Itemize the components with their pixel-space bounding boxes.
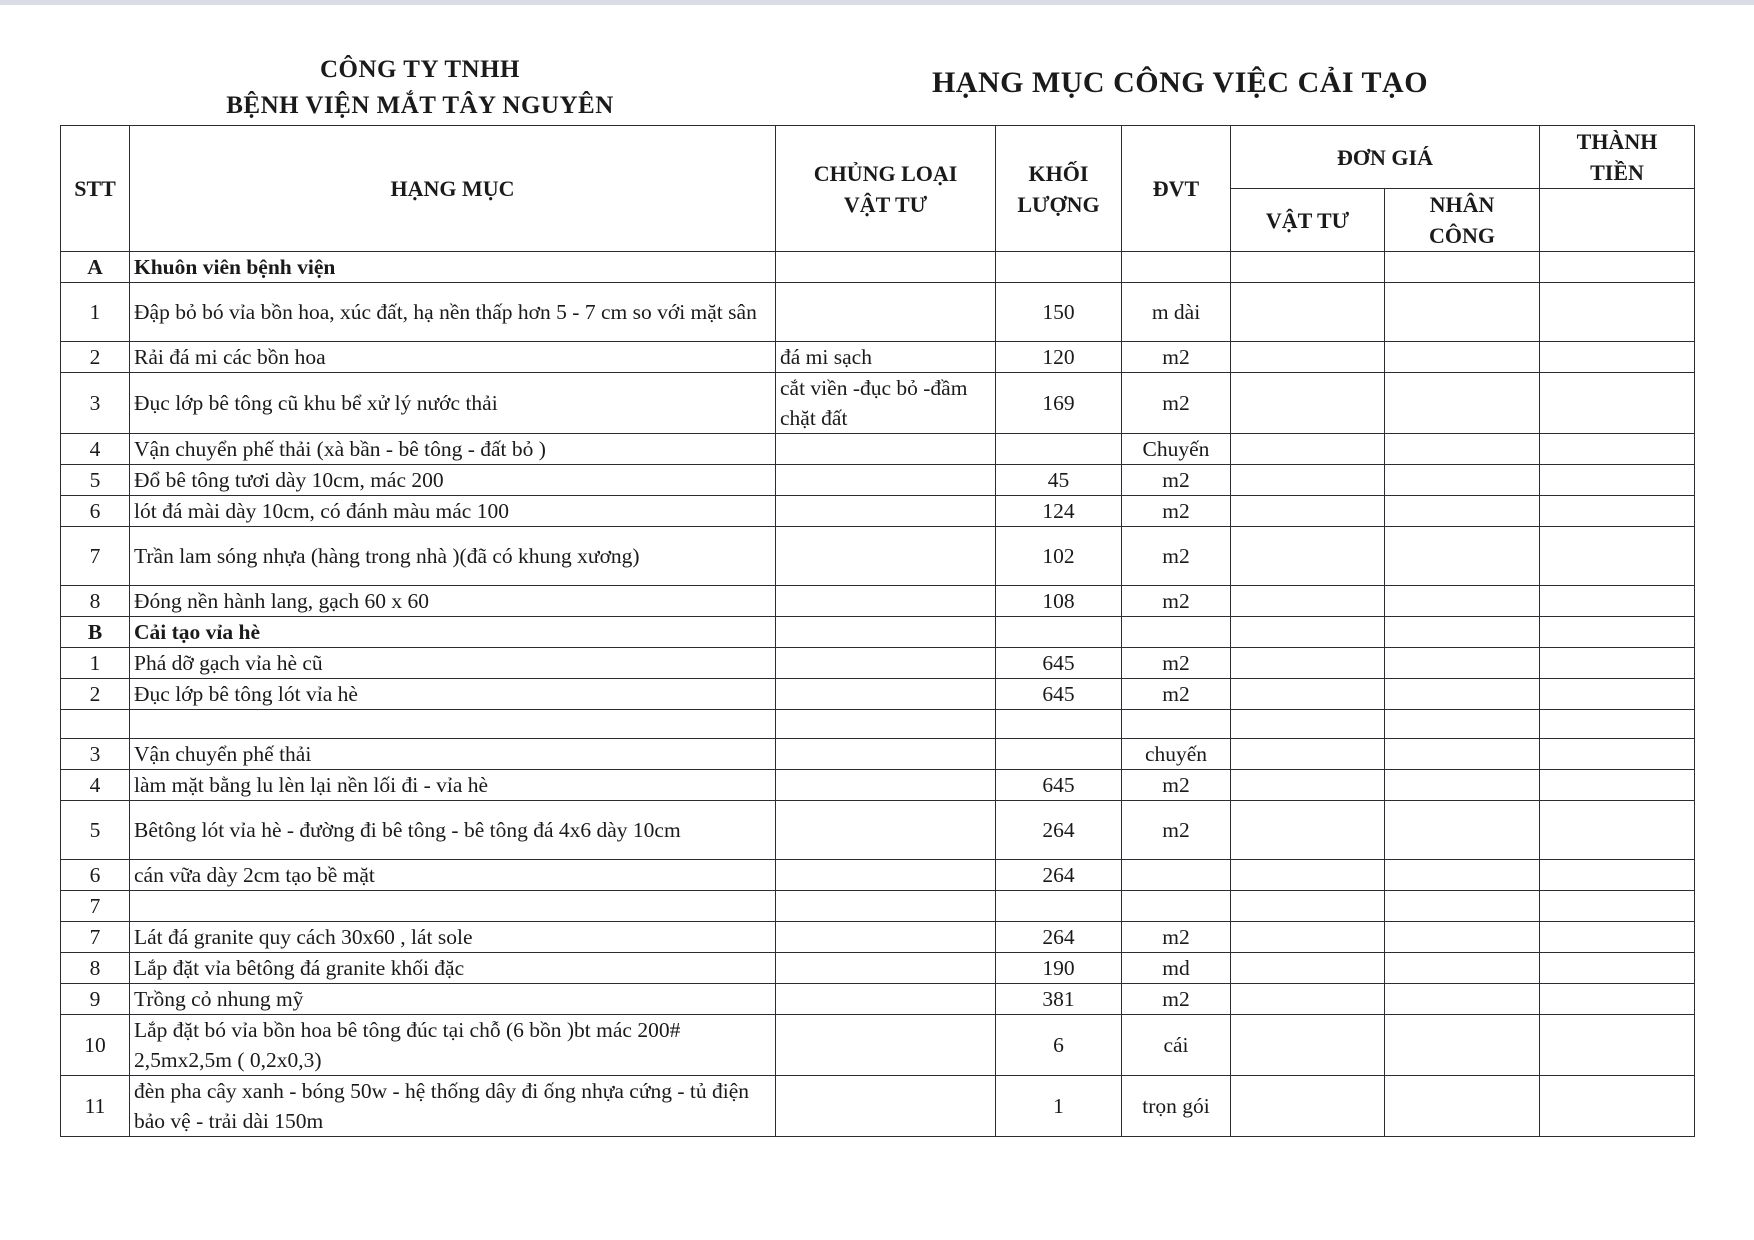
cell-item: Đập bỏ bó vỉa bồn hoa, xúc đất, hạ nền thấp hơn 5 - 7 cm so với mặt sân [130, 283, 776, 342]
cell-material [776, 434, 996, 465]
cell-thanh-tien [1540, 953, 1695, 984]
cell-stt: A [61, 252, 130, 283]
cell-material [776, 801, 996, 860]
cell-material [776, 679, 996, 710]
cell-stt: 1 [61, 648, 130, 679]
cell-material [776, 984, 996, 1015]
cell-thanh-tien [1540, 252, 1695, 283]
cell-unit: chuyến [1122, 739, 1231, 770]
cell-qty [996, 710, 1122, 739]
cell-item: Bêtông lót vỉa hè - đường đi bê tông - bê tông đá 4x6 dày 10cm [130, 801, 776, 860]
cell-qty: 150 [996, 283, 1122, 342]
header-thanh-tien-line2: TIỀN [1590, 160, 1644, 185]
cell-material [776, 527, 996, 586]
cell-material [776, 648, 996, 679]
cell-material [776, 283, 996, 342]
cell-unit: m2 [1122, 496, 1231, 527]
cell-qty: 124 [996, 496, 1122, 527]
cell-vat-tu [1231, 617, 1385, 648]
cell-qty: 381 [996, 984, 1122, 1015]
cell-material [776, 465, 996, 496]
cell-material [776, 770, 996, 801]
table-row [61, 496, 1695, 527]
cell-unit [1122, 891, 1231, 922]
cell-material [776, 617, 996, 648]
cell-item [130, 891, 776, 922]
cell-vat-tu [1231, 252, 1385, 283]
cell-material [776, 1076, 996, 1137]
cell-item: Đổ bê tông tươi dày 10cm, mác 200 [130, 465, 776, 496]
cell-vat-tu [1231, 434, 1385, 465]
cell-vat-tu [1231, 496, 1385, 527]
cell-qty: 190 [996, 953, 1122, 984]
cell-qty: 645 [996, 679, 1122, 710]
cell-item: Vận chuyển phế thải [130, 739, 776, 770]
cell-nhan-cong [1385, 710, 1540, 739]
cell-nhan-cong [1385, 252, 1540, 283]
cell-thanh-tien [1540, 586, 1695, 617]
cell-vat-tu [1231, 710, 1385, 739]
cell-nhan-cong [1385, 1076, 1540, 1137]
cell-material: cắt viền -đục bỏ -đầm chặt đất [776, 373, 996, 434]
cell-stt: 6 [61, 860, 130, 891]
cell-qty: 45 [996, 465, 1122, 496]
cell-nhan-cong [1385, 434, 1540, 465]
cell-stt: 7 [61, 527, 130, 586]
cell-vat-tu [1231, 1076, 1385, 1137]
cell-material [776, 496, 996, 527]
cell-qty: 102 [996, 527, 1122, 586]
cell-material: đá mi sạch [776, 342, 996, 373]
cell-stt: 5 [61, 465, 130, 496]
cell-item: Đóng nền hành lang, gạch 60 x 60 [130, 586, 776, 617]
cell-nhan-cong [1385, 679, 1540, 710]
cell-thanh-tien [1540, 1015, 1695, 1076]
table-row [61, 373, 1695, 434]
cell-nhan-cong [1385, 739, 1540, 770]
cell-vat-tu [1231, 679, 1385, 710]
company-name [150, 52, 690, 124]
header-khoi-luong-line2: LƯỢNG [1017, 191, 1100, 217]
header-chung-loai-line1: CHỦNG LOẠI [813, 160, 958, 186]
cell-qty: 169 [996, 373, 1122, 434]
company-line-2: BỆNH VIỆN MẮT TÂY NGUYÊN [226, 92, 614, 119]
cell-thanh-tien [1540, 739, 1695, 770]
cell-item: Vận chuyển phế thải (xà bần - bê tông - đất bỏ ) [130, 434, 776, 465]
cell-item: Phá dỡ gạch vỉa hè cũ [130, 648, 776, 679]
table-row [61, 679, 1695, 710]
cell-unit: m2 [1122, 922, 1231, 953]
cell-item: Đục lớp bê tông cũ khu bể xử lý nước thải [130, 373, 776, 434]
cell-vat-tu [1231, 770, 1385, 801]
cell-item: Lắp đặt vỉa bêtông đá granite khối đặc [130, 953, 776, 984]
cell-item: lót đá mài dày 10cm, có đánh màu mác 100 [130, 496, 776, 527]
cell-item: Đục lớp bê tông lót vỉa hè [130, 679, 776, 710]
cell-vat-tu [1231, 283, 1385, 342]
cell-item: Rải đá mi các bồn hoa [130, 342, 776, 373]
cell-material [776, 953, 996, 984]
cell-qty: 120 [996, 342, 1122, 373]
cell-stt: 4 [61, 434, 130, 465]
cell-thanh-tien [1540, 801, 1695, 860]
cell-thanh-tien [1540, 710, 1695, 739]
table-body [61, 252, 1695, 1137]
cell-vat-tu [1231, 373, 1385, 434]
header-nhan-cong [1385, 189, 1540, 252]
cell-vat-tu [1231, 648, 1385, 679]
cell-stt: 10 [61, 1015, 130, 1076]
table-row [61, 770, 1695, 801]
cell-stt: 1 [61, 283, 130, 342]
cell-unit [1122, 860, 1231, 891]
table-row [61, 617, 1695, 648]
document-title: HẠNG MỤC CÔNG VIỆC CẢI TẠO [931, 66, 1429, 99]
cell-thanh-tien [1540, 922, 1695, 953]
table-row [61, 1015, 1695, 1076]
cell-thanh-tien [1540, 860, 1695, 891]
cell-qty [996, 434, 1122, 465]
cell-nhan-cong [1385, 953, 1540, 984]
table-row [61, 434, 1695, 465]
cell-stt: B [61, 617, 130, 648]
header-khoi-luong-line1: KHỐI [1028, 160, 1089, 186]
cell-stt: 11 [61, 1076, 130, 1137]
table-row [61, 710, 1695, 739]
cell-item [130, 710, 776, 739]
cell-unit: Chuyến [1122, 434, 1231, 465]
cell-stt: 6 [61, 496, 130, 527]
table-row [61, 801, 1695, 860]
cell-unit: m2 [1122, 770, 1231, 801]
cell-unit: md [1122, 953, 1231, 984]
cell-vat-tu [1231, 953, 1385, 984]
header-chung-loai-line2: VẬT TƯ [843, 191, 928, 217]
cell-stt: 3 [61, 373, 130, 434]
cell-nhan-cong [1385, 496, 1540, 527]
header-nhan-cong-line2: CÔNG [1429, 223, 1495, 248]
header-thanh-tien-line1: THÀNH [1576, 129, 1658, 154]
cell-unit: cái [1122, 1015, 1231, 1076]
cell-item: đèn pha cây xanh - bóng 50w - hệ thống dây đi ống nhựa cứng - tủ điện bảo vệ - trải dài 150m [130, 1076, 776, 1137]
cell-thanh-tien [1540, 283, 1695, 342]
table-row [61, 648, 1695, 679]
cell-thanh-tien [1540, 1076, 1695, 1137]
cell-material [776, 891, 996, 922]
cell-unit: m2 [1122, 373, 1231, 434]
header-chung-loai [776, 126, 996, 252]
cell-item: Cải tạo vỉa hè [130, 617, 776, 648]
cell-qty: 645 [996, 770, 1122, 801]
cell-unit [1122, 617, 1231, 648]
cell-stt [61, 710, 130, 739]
cell-stt: 2 [61, 342, 130, 373]
cell-qty: 1 [996, 1076, 1122, 1137]
cell-material [776, 739, 996, 770]
table-row [61, 283, 1695, 342]
cell-material [776, 860, 996, 891]
table-row [61, 984, 1695, 1015]
cell-nhan-cong [1385, 984, 1540, 1015]
cell-vat-tu [1231, 891, 1385, 922]
cell-material [776, 586, 996, 617]
cell-qty [996, 252, 1122, 283]
cell-unit: m2 [1122, 465, 1231, 496]
cell-unit: m2 [1122, 527, 1231, 586]
cell-thanh-tien [1540, 679, 1695, 710]
scan-top-edge [0, 0, 1754, 5]
cell-nhan-cong [1385, 860, 1540, 891]
cell-unit [1122, 252, 1231, 283]
table-row [61, 891, 1695, 922]
header-don-gia: ĐƠN GIÁ [1231, 126, 1540, 189]
cell-thanh-tien [1540, 770, 1695, 801]
cell-unit: m2 [1122, 648, 1231, 679]
cell-qty: 645 [996, 648, 1122, 679]
cell-item: cán vữa dày 2cm tạo bề mặt [130, 860, 776, 891]
cell-nhan-cong [1385, 342, 1540, 373]
table-row [61, 922, 1695, 953]
cell-stt: 7 [61, 922, 130, 953]
cell-qty [996, 739, 1122, 770]
cell-thanh-tien [1540, 891, 1695, 922]
header-vat-tu: VẬT TƯ [1231, 189, 1385, 252]
cell-qty: 108 [996, 586, 1122, 617]
cell-nhan-cong [1385, 770, 1540, 801]
cell-material [776, 922, 996, 953]
cell-vat-tu [1231, 342, 1385, 373]
cell-stt: 9 [61, 984, 130, 1015]
cell-item: Trần lam sóng nhựa (hàng trong nhà )(đã có khung xương) [130, 527, 776, 586]
cell-thanh-tien [1540, 527, 1695, 586]
cell-item: Trồng cỏ nhung mỹ [130, 984, 776, 1015]
table-row [61, 527, 1695, 586]
cell-vat-tu [1231, 586, 1385, 617]
cell-stt: 8 [61, 953, 130, 984]
cell-thanh-tien [1540, 465, 1695, 496]
cell-item: làm mặt bằng lu lèn lại nền lối đi - vỉa hè [130, 770, 776, 801]
header-nhan-cong-line1: NHÂN [1429, 192, 1495, 217]
cell-qty: 264 [996, 801, 1122, 860]
cell-vat-tu [1231, 860, 1385, 891]
header-hang-muc: HẠNG MỤC [130, 126, 776, 252]
cell-thanh-tien [1540, 648, 1695, 679]
cell-nhan-cong [1385, 922, 1540, 953]
cell-nhan-cong [1385, 527, 1540, 586]
cell-qty: 264 [996, 922, 1122, 953]
cell-nhan-cong [1385, 373, 1540, 434]
cell-thanh-tien [1540, 984, 1695, 1015]
table-row [61, 953, 1695, 984]
table-row [61, 860, 1695, 891]
cell-stt: 3 [61, 739, 130, 770]
cell-vat-tu [1231, 465, 1385, 496]
cell-material [776, 252, 996, 283]
cell-material [776, 710, 996, 739]
cell-stt: 7 [61, 891, 130, 922]
cell-thanh-tien [1540, 342, 1695, 373]
cell-unit: m2 [1122, 586, 1231, 617]
table-row [61, 342, 1695, 373]
header-dvt: ĐVT [1122, 126, 1231, 252]
cell-item: Lát đá granite quy cách 30x60 , lát sole [130, 922, 776, 953]
cell-nhan-cong [1385, 586, 1540, 617]
cell-thanh-tien [1540, 434, 1695, 465]
cell-vat-tu [1231, 984, 1385, 1015]
cell-nhan-cong [1385, 465, 1540, 496]
cell-thanh-tien [1540, 617, 1695, 648]
company-line-1: CÔNG TY TNHH [319, 56, 521, 83]
cell-nhan-cong [1385, 617, 1540, 648]
cell-nhan-cong [1385, 801, 1540, 860]
work-items-table [60, 125, 1695, 1137]
table-row [61, 252, 1695, 283]
cell-unit: trọn gói [1122, 1076, 1231, 1137]
cell-stt: 8 [61, 586, 130, 617]
cell-thanh-tien [1540, 373, 1695, 434]
cell-unit: m2 [1122, 984, 1231, 1015]
cell-stt: 5 [61, 801, 130, 860]
cell-qty: 6 [996, 1015, 1122, 1076]
table-row [61, 739, 1695, 770]
header-khoi-luong [996, 126, 1122, 252]
cell-material [776, 1015, 996, 1076]
cell-stt: 4 [61, 770, 130, 801]
cell-nhan-cong [1385, 891, 1540, 922]
cell-item: Lắp đặt bó vỉa bồn hoa bê tông đúc tại chỗ (6 bồn )bt mác 200# 2,5mx2,5m ( 0,2x0,3) [130, 1015, 776, 1076]
header-thanh-tien-blank [1540, 189, 1695, 252]
table-row [61, 586, 1695, 617]
cell-nhan-cong [1385, 1015, 1540, 1076]
cell-qty: 264 [996, 860, 1122, 891]
cell-item: Khuôn viên bệnh viện [130, 252, 776, 283]
cell-unit: m2 [1122, 801, 1231, 860]
table-row [61, 465, 1695, 496]
cell-vat-tu [1231, 1015, 1385, 1076]
header-thanh-tien [1540, 126, 1695, 189]
cell-vat-tu [1231, 801, 1385, 860]
cell-unit: m2 [1122, 679, 1231, 710]
cell-vat-tu [1231, 922, 1385, 953]
header-stt: STT [61, 126, 130, 252]
cell-unit: m2 [1122, 342, 1231, 373]
cell-unit [1122, 710, 1231, 739]
cell-qty [996, 891, 1122, 922]
cell-vat-tu [1231, 739, 1385, 770]
cell-thanh-tien [1540, 496, 1695, 527]
table-row [61, 1076, 1695, 1137]
cell-qty [996, 617, 1122, 648]
cell-nhan-cong [1385, 283, 1540, 342]
cell-unit: m dài [1122, 283, 1231, 342]
cell-stt: 2 [61, 679, 130, 710]
cell-nhan-cong [1385, 648, 1540, 679]
cell-vat-tu [1231, 527, 1385, 586]
